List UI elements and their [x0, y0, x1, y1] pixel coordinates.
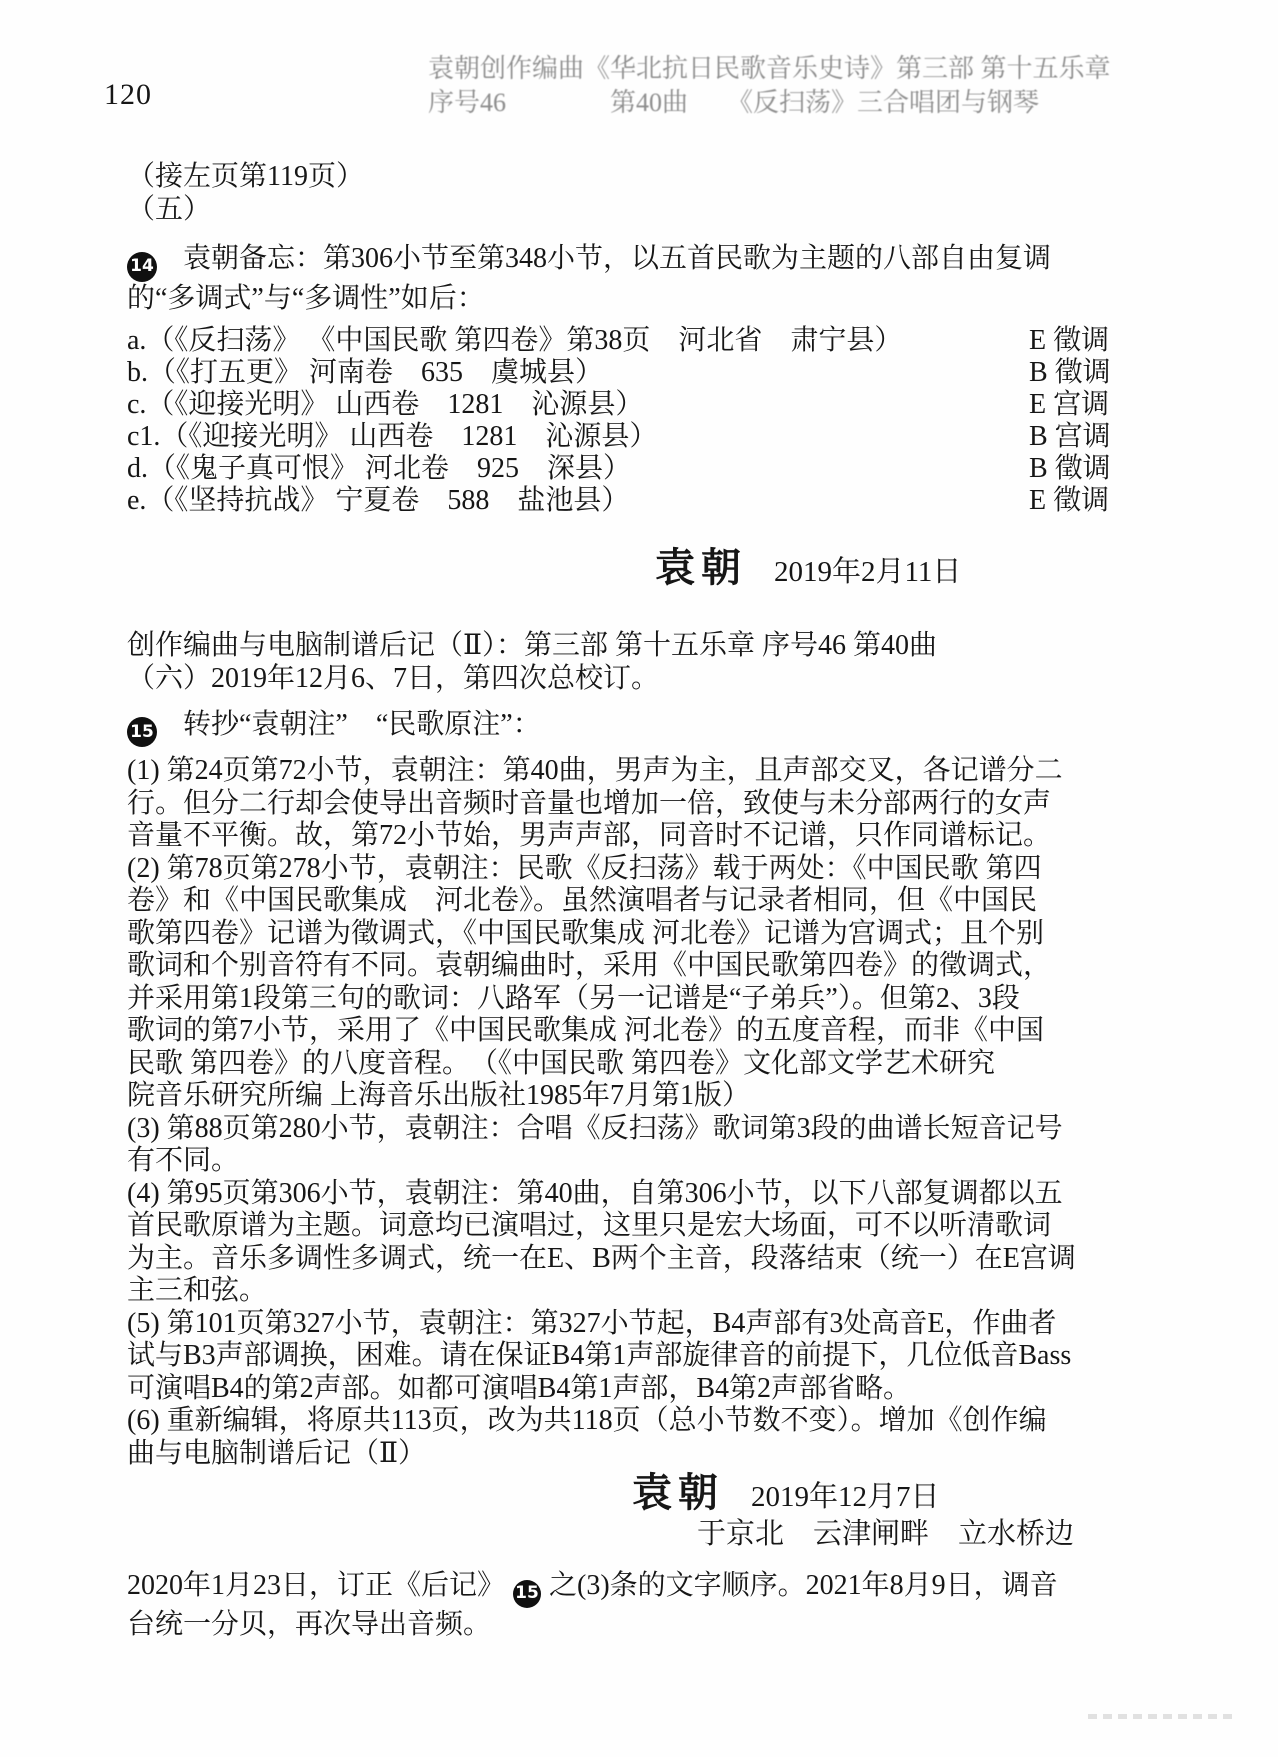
note-line: (5) 第101页第327小节，袁朝注：第327小节起，B4声部有3处高音E，作曲者 — [127, 1307, 1057, 1339]
note-line: 试与B3声部调换，困难。请在保证B4第1声部旋律音的前提下，几位低音Bass — [127, 1340, 1072, 1371]
note-line: 首民歌原谱为主题。词意均已演唱过，这里只是宏大场面，可不以听清歌词 — [127, 1210, 1052, 1241]
circled-number-15-badge: 15 — [513, 1580, 541, 1608]
note-line: 院音乐研究所编 上海音乐出版社1985年7月第1版） — [127, 1080, 751, 1111]
header-title-line: 袁朝创作编曲《华北抗日民歌音乐史诗》第三部 第十五乐章 — [428, 54, 1111, 83]
note-line: 行。但分二行却会使导出音频时音量也增加一倍，致使与未分部两行的女声 — [127, 787, 1052, 819]
section-label: （五） — [127, 194, 212, 225]
note-line: 歌词和个别音符有不同。袁朝编曲时，采用《中国民歌第四卷》的徵调式， — [127, 950, 1052, 981]
song-list-row — [127, 357, 1159, 389]
note-line: 可演唱B4的第2声部。如都可演唱B4第1声部，B4第2声部省略。 — [127, 1372, 912, 1404]
song-key: E 徵调 — [1029, 484, 1110, 516]
signature-block-2 — [127, 1470, 1159, 1515]
continuation-note: （接左页第119页） — [127, 161, 364, 192]
signature-name: 袁朝 — [632, 1470, 724, 1515]
song-entry: a.（《反扫荡》 《中国民歌 第四卷》第38页 河北省 肃宁县） — [127, 324, 903, 356]
song-entry: e.（《坚持抗战》 宁夏卷 588 盐池县） — [127, 484, 630, 516]
note-line: 并采用第1段第三句的歌词：八路军（另一记谱是“子弟兵”）。但第2、3段 — [127, 982, 1020, 1014]
song-list-row — [127, 325, 1159, 357]
note-line: 有不同。 — [127, 1145, 240, 1176]
note-line: 歌第四卷》记谱为徵调式，《中国民歌集成 河北卷》记谱为宫调式；且个别 — [127, 917, 1045, 949]
scan-artifact — [1088, 1714, 1236, 1719]
header-subtitle-line: 序号46 第40曲 《反扫荡》三合唱团与钢琴 — [428, 88, 1040, 117]
signature-date: 2019年12月7日 — [751, 1481, 940, 1513]
circled-number-14-badge: 14 — [127, 252, 157, 282]
song-list-row — [127, 389, 1159, 421]
revision-line2: 台统一分贝，再次导出音频。 — [127, 1608, 492, 1640]
signature-block-1 — [127, 544, 1159, 590]
running-header — [428, 52, 1168, 120]
note-line: 卷》和《中国民歌集成 河北卷》。虽然演唱者与记录者相同，但《中国民 — [127, 885, 1038, 916]
revision-line1 — [127, 1569, 1159, 1608]
note-line: 主三和弦。 — [127, 1275, 268, 1306]
song-key: E 徵调 — [1029, 324, 1110, 356]
page-body — [127, 160, 1159, 1641]
song-list-row — [127, 421, 1159, 453]
song-key: B 宫调 — [1029, 420, 1111, 452]
note-line: (4) 第95页第306小节，袁朝注：第40曲，自第306小节，以下八部复调都以五 — [127, 1177, 1063, 1209]
note-line: (2) 第78页第278小节，袁朝注：民歌《反扫荡》载于两处：《中国民歌 第四 — [127, 852, 1042, 884]
song-entry: d.（《鬼子真可恨》 河北卷 925 深县） — [127, 452, 632, 484]
signature-date: 2019年2月11日 — [774, 555, 962, 588]
song-entry: b.（《打五更》 河南卷 635 虞城县） — [127, 356, 604, 388]
memo-14 — [127, 242, 1159, 315]
memo-14-text: 袁朝备忘：第306小节至第348小节，以五首民歌为主题的八部自由复调 — [183, 243, 1052, 274]
song-key: B 徵调 — [1029, 356, 1111, 388]
revision-note — [127, 1569, 1159, 1641]
song-key: E 宫调 — [1029, 388, 1110, 420]
note-line: 曲与电脑制谱后记（Ⅱ） — [127, 1437, 427, 1469]
song-list-row — [127, 453, 1159, 485]
memo-14-line2: 的“多调式”与“多调性”如后： — [127, 282, 485, 314]
song-entry: c1.（《迎接光明》 山西卷 1281 沁源县） — [127, 420, 658, 452]
note-line: 为主。音乐多调性多调式，统一在E、B两个主音，段落结束（统一）在E宫调 — [127, 1242, 1076, 1274]
memo-15-text: 转抄“袁朝注” “民歌原注”： — [183, 708, 541, 740]
note-line: 音量不平衡。故，第72小节始，男声声部，同音时不记谱，只作同谱标记。 — [127, 820, 1052, 851]
memo-15-title — [127, 708, 1159, 748]
postscript-line2: （六）2019年12月6、7日，第四次总校订。 — [127, 662, 660, 694]
memo-14-line1 — [127, 242, 1159, 282]
song-list-row — [127, 485, 1159, 517]
note-line: (1) 第24页第72小节，袁朝注：第40曲，男声为主，且声部交叉，各记谱分二 — [127, 755, 1063, 786]
signature-name: 袁朝 — [655, 544, 747, 590]
page-number: 120 — [104, 78, 152, 111]
note-line: (6) 重新编辑，将原共113页，改为共118页（总小节数不变）。增加《创作编 — [127, 1405, 1047, 1436]
revision-line1-pre: 2020年1月23日，订正《后记》 — [127, 1570, 506, 1601]
circled-number-15-badge: 15 — [127, 717, 157, 747]
note-line: (3) 第88页第280小节，袁朝注：合唱《反扫荡》歌词第3段的曲谱长短音记号 — [127, 1112, 1063, 1144]
note-line: 歌词的第7小节，采用了《中国民歌集成 河北卷》的五度音程，而非《中国 — [127, 1015, 1045, 1046]
postscript-heading — [127, 629, 1159, 695]
postscript-line1: 创作编曲与电脑制谱后记（Ⅱ）：第三部 第十五乐章 序号46 第40曲 — [127, 629, 938, 661]
note-line: 民歌 第四卷》的八度音程。 （《中国民歌 第四卷》文化部文学艺术研究 — [127, 1047, 996, 1079]
revision-line1-post: 之(3)条的文字顺序。2021年8月9日，调音 — [549, 1570, 1058, 1601]
song-key: B 徵调 — [1029, 452, 1111, 484]
song-entry: c.（《迎接光明》 山西卷 1281 沁源县） — [127, 388, 644, 420]
song-list — [127, 325, 1159, 517]
notes-paragraphs — [127, 755, 1159, 1470]
signature-place: 于京北 云津闸畔 立水桥边 — [697, 1518, 1075, 1550]
